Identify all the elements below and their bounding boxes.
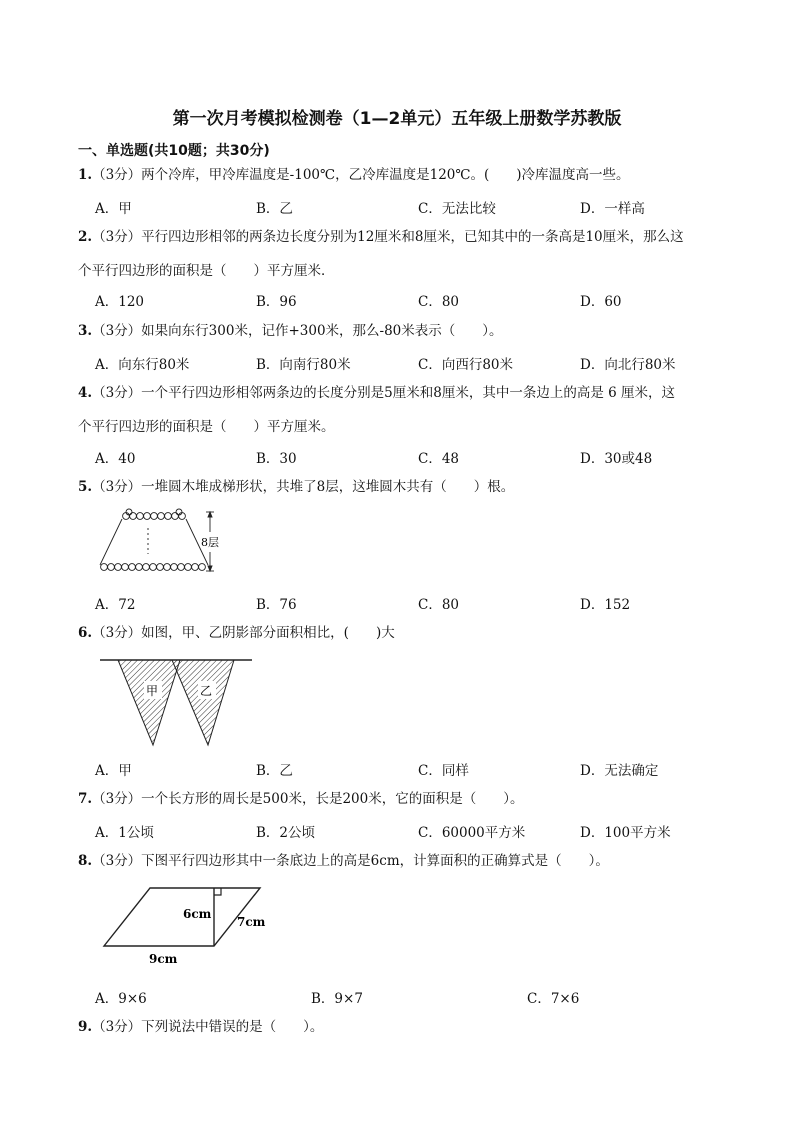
question-text: （3分）如果向东行300米，记作+300米，那么-80米表示（ ）。 [92,323,503,339]
log-pile-figure [94,508,224,574]
question-2 [78,228,684,246]
option-c: C．同样 [418,763,469,779]
question-9 [78,1018,323,1036]
question-number: 1. [78,167,93,183]
option-a: A．甲 [95,763,132,779]
question-number: 3. [78,323,93,339]
question-continuation: 个平行四边形的面积是（ ）平方厘米。 [78,419,335,435]
option-d: D．无法确定 [580,763,659,779]
section-heading: 一、单选题(共10题；共30分) [78,143,270,159]
option-a: A．72 [95,597,136,613]
option-b: B．30 [256,451,297,467]
question-number: 2. [78,229,93,245]
question-number: 8. [78,853,93,869]
triangle-jia [118,660,180,745]
option-b: B．向南行80米 [256,357,351,373]
question-text: （3分）一个平行四边形相邻两条边的长度分别是5厘米和8厘米，其中一条边上的高是 6 厘米，这 [92,385,676,401]
question-number: 7. [78,791,93,807]
option-a: A．甲 [95,201,132,217]
option-b: B．96 [256,294,297,310]
option-c: C．60000平方米 [418,825,526,841]
height-label: 6cm [183,907,212,921]
shaded-triangles-figure [98,654,256,748]
question-text: （3分）一堆圆木堆成梯形状，共堆了8层，这堆圆木共有（ ）根。 [92,479,515,495]
option-d: D．向北行80米 [580,357,676,373]
question-text: （3分）平行四边形相邻的两条边长度分别为12厘米和8厘米，已知其中的一条高是10厘米，那么这 [92,229,684,245]
yi-label: 乙 [200,684,213,698]
side-label: 7cm [237,915,266,929]
jia-label: 甲 [146,684,159,698]
right-angle-mark [214,888,221,895]
option-d: D．一样高 [580,201,645,217]
option-a: A．9×6 [95,991,147,1007]
triangle-yi [172,660,234,745]
option-a: A．40 [95,451,136,467]
parallelogram-figure [98,882,268,968]
question-text: （3分）一个长方形的周长是500米，长是200米，它的面积是（ ）。 [92,791,524,807]
question-text: （3分）下图平行四边形其中一条底边上的高是6cm，计算面积的正确算式是（ ）。 [92,853,609,869]
option-a: A．向东行80米 [95,357,190,373]
question-text: （3分）下列说法中错误的是（ ）。 [92,1019,324,1035]
question-7 [78,790,523,808]
base-label: 9cm [149,952,178,966]
question-3 [78,322,503,340]
option-c: C．48 [418,451,460,467]
option-b: B．2公顷 [256,825,316,841]
question-4 [78,384,675,402]
option-c: C．无法比较 [418,201,496,217]
question-continuation: 个平行四边形的面积是（ ）平方厘米． [78,263,335,279]
question-number: 5. [78,479,93,495]
option-a: A．1公顷 [95,825,154,841]
question-5 [78,478,514,496]
option-a: A．120 [95,294,145,310]
option-b: B．乙 [256,201,293,217]
option-c: C．80 [418,597,460,613]
option-d: D．60 [580,294,622,310]
option-c: C．7×6 [527,991,580,1007]
question-number: 4. [78,385,93,401]
option-d: D．100平方米 [580,825,671,841]
question-text: （3分）两个冷库，甲冷库温度是-100℃，乙冷库温度是120℃。( )冷库温度高一些。 [92,167,630,183]
layer-count-label: 8层 [201,536,219,549]
option-b: B．76 [256,597,297,613]
question-6 [78,624,395,642]
question-1 [78,166,630,184]
option-c: C．向西行80米 [418,357,514,373]
option-b: B．9×7 [311,991,363,1007]
question-number: 9. [78,1019,93,1035]
option-d: D．30或48 [580,451,653,467]
question-number: 6. [78,625,93,641]
question-text: （3分）如图，甲、乙阴影部分面积相比，( )大 [92,625,395,641]
option-c: C．80 [418,294,460,310]
option-b: B．乙 [256,763,293,779]
page-title: 第一次月考模拟检测卷（1—2单元）五年级上册数学苏教版 [172,109,622,129]
question-8 [78,852,609,870]
option-d: D．152 [580,597,631,613]
